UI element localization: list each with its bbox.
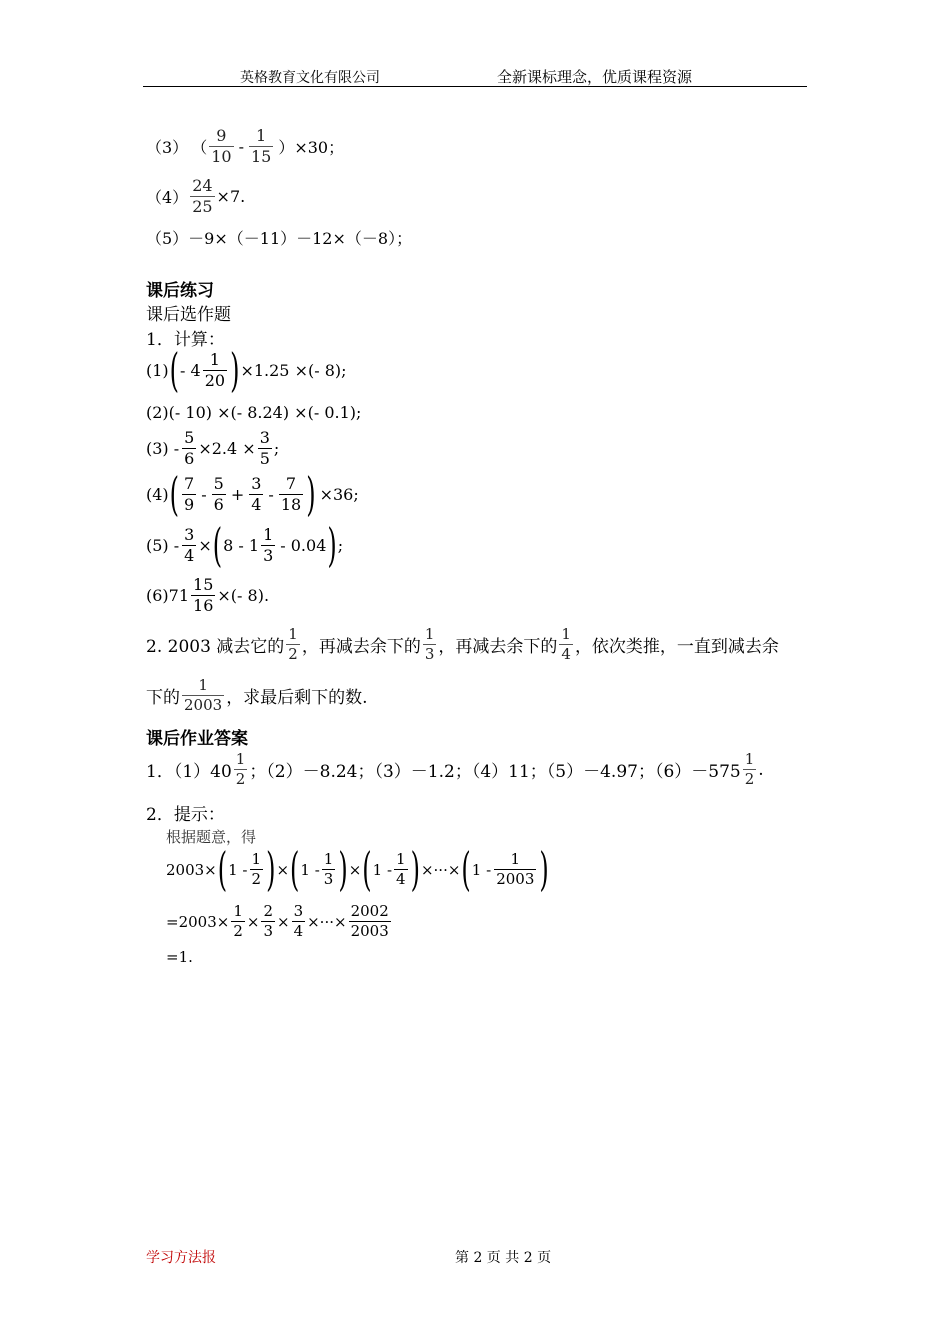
- working-1-term: 1 -: [300, 860, 320, 879]
- q2-text-c: ，再减去余下的: [438, 637, 558, 657]
- working-line-3: =1.: [166, 948, 193, 966]
- question-1-heading: 1．计算：: [146, 330, 225, 350]
- q1-item-5-inner-1: 8 - 1: [223, 536, 260, 555]
- q1-item-2: [146, 403, 361, 422]
- q1-item-5-inner-2: - 0.04: [280, 536, 327, 555]
- fraction: $\frac{1}{2}$: [744, 750, 755, 788]
- fraction: $\frac{1}{2}$: [251, 850, 262, 888]
- fraction: $\frac{1}{2}$: [233, 902, 243, 940]
- open-paren: （: [191, 138, 208, 157]
- working-1-start: 2003×: [166, 860, 217, 879]
- fraction: $\frac{5}{6}$: [213, 474, 224, 514]
- q1-item-4-label: (4): [146, 485, 169, 504]
- q1-item-3-label: (3) -: [146, 439, 180, 458]
- section-title-practice: 课后练习: [146, 281, 214, 301]
- times-sign: ×: [276, 912, 290, 931]
- left-paren: (: [169, 467, 180, 522]
- q1-item-4: [146, 467, 359, 522]
- fraction: $\frac{9}{10}$: [211, 126, 232, 166]
- times-ellipsis: ×···×: [420, 860, 461, 879]
- exercise-5: [146, 226, 412, 249]
- answer-2-hint: 根据题意，得: [166, 828, 257, 846]
- q1-item-1: [146, 343, 347, 398]
- working-1-term: 1 -: [228, 860, 248, 879]
- q1-item-6-label: (6)71: [146, 586, 190, 605]
- fraction: $\frac{7}{9}$: [184, 474, 195, 514]
- q1-item-5-label: (5) -: [146, 536, 180, 555]
- operator: -: [201, 485, 207, 504]
- answer-1-part-2: ；（2）－8.24；（3）－1.2；（4）11；（5）－4.97；（6）－575: [249, 762, 741, 782]
- times-sign: ×: [198, 536, 212, 555]
- exercise-4: [146, 178, 245, 215]
- left-paren: (: [169, 343, 180, 398]
- q1-item-3-mid: ×2.4 ×: [198, 439, 256, 458]
- q2-text-e: ，依次类推，一直到减去余: [574, 637, 779, 657]
- q1-item-3: [146, 430, 279, 467]
- answers-title: 课后作业答案: [146, 729, 248, 749]
- operator: -: [268, 485, 274, 504]
- fraction: $\frac{15}{16}$: [193, 575, 214, 615]
- fraction: $\frac{1}{3}$: [263, 525, 274, 565]
- q2-text-a: 2. 2003 减去它的: [146, 637, 285, 657]
- right-paren: ): [266, 842, 276, 897]
- q1-item-1-tail: ×1.25 ×(- 8);: [240, 361, 347, 380]
- exercise-4-label: （4）: [146, 188, 189, 207]
- question-2-line-2: [146, 678, 368, 713]
- left-paren: (: [461, 842, 471, 897]
- header-company: 英格教育文化有限公司: [240, 70, 380, 86]
- q2-text-g: ，求最后剩下的数.: [226, 688, 368, 708]
- fraction: $\frac{24}{25}$: [192, 176, 213, 216]
- times-sign: ×: [348, 860, 362, 879]
- section-subtitle-optional: 课后选作题: [146, 305, 231, 325]
- left-paren: (: [217, 842, 228, 897]
- fraction: $\frac{3}{4}$: [251, 474, 262, 514]
- exercise-3-tail: ）×30；: [278, 138, 345, 157]
- fraction: $\frac{1}{4}$: [561, 625, 571, 663]
- fraction: $\frac{1}{3}$: [323, 850, 334, 888]
- header-rule: [143, 86, 807, 87]
- fraction: $\frac{1}{2}$: [288, 625, 298, 663]
- q1-item-3-tail: ;: [273, 439, 280, 458]
- fraction: $\frac{1}{15}$: [250, 126, 272, 166]
- q1-item-6-tail: ×(- 8).: [217, 586, 270, 605]
- minus-sign: -: [238, 137, 244, 156]
- operator: +: [230, 485, 245, 504]
- working-1-term: 1 -: [372, 860, 393, 879]
- fraction: $\frac{7}{18}$: [280, 474, 302, 514]
- fraction: $\frac{3}{4}$: [293, 902, 304, 940]
- q1-item-4-tail: ×36;: [319, 485, 359, 504]
- exercise-5-text: （5）－9×（－11）－12×（－8）；: [146, 229, 413, 248]
- times-sign: ×: [276, 860, 290, 879]
- answer-1-part-1: 1．（1）40: [146, 762, 232, 782]
- exercise-3-label: （3）: [146, 138, 189, 157]
- fraction: $\frac{1}{2}$: [235, 750, 246, 788]
- working-1-term: 1 -: [471, 860, 492, 879]
- exercise-3: [146, 128, 344, 165]
- footer-brand: 学习方法报: [146, 1250, 216, 1266]
- right-paren: ): [338, 842, 348, 897]
- q1-item-5: [146, 518, 344, 573]
- fraction: $\frac{3}{5}$: [259, 428, 270, 468]
- mixed-number-whole: - 4: [180, 361, 201, 380]
- working-line-2: [166, 904, 393, 939]
- fraction: $\frac{3}{4}$: [184, 525, 195, 565]
- fraction: $\frac{5}{6}$: [184, 428, 195, 468]
- left-paren: (: [362, 842, 372, 897]
- fraction: $\frac{2}{3}$: [263, 902, 273, 940]
- right-paren: ): [230, 343, 240, 398]
- exercise-4-tail: ×7.: [216, 187, 246, 206]
- fraction: $\frac{1}{2003}$: [184, 676, 223, 714]
- q2-text-f: 下的: [146, 688, 180, 708]
- right-paren: ): [410, 842, 420, 897]
- fraction: $\frac{1}{20}$: [204, 350, 226, 390]
- header-slogan: 全新课标理念，优质课程资源: [497, 68, 693, 86]
- footer-page-number: 第 2 页 共 2 页: [455, 1250, 552, 1266]
- q1-item-5-tail: ;: [337, 536, 344, 555]
- answer-1-part-3: .: [758, 759, 764, 780]
- right-paren: ): [306, 467, 316, 522]
- answer-1: [146, 752, 764, 787]
- fraction: $\frac{1}{4}$: [396, 850, 406, 888]
- fraction: $\frac{2002}{2003}$: [350, 902, 389, 940]
- fraction: $\frac{1}{2003}$: [496, 850, 535, 888]
- question-2-line-1: [146, 627, 779, 662]
- right-paren: ): [539, 842, 549, 897]
- working-line-1: [166, 842, 550, 897]
- answer-2-heading: 2．提示：: [146, 805, 225, 825]
- fraction: $\frac{1}{3}$: [424, 625, 435, 663]
- q2-text-b: ，再减去余下的: [301, 637, 421, 657]
- left-paren: (: [212, 518, 223, 573]
- times-sign: ×: [246, 912, 260, 931]
- left-paren: (: [290, 842, 300, 897]
- q1-item-2-text: (2)(- 10) ×(- 8.24) ×(- 0.1);: [146, 403, 362, 422]
- q1-item-1-label: (1): [146, 361, 169, 380]
- times-ellipsis: ×···×: [307, 912, 347, 931]
- right-paren: ): [327, 518, 337, 573]
- q1-item-6: [146, 577, 269, 614]
- working-2-start: =2003×: [166, 912, 230, 931]
